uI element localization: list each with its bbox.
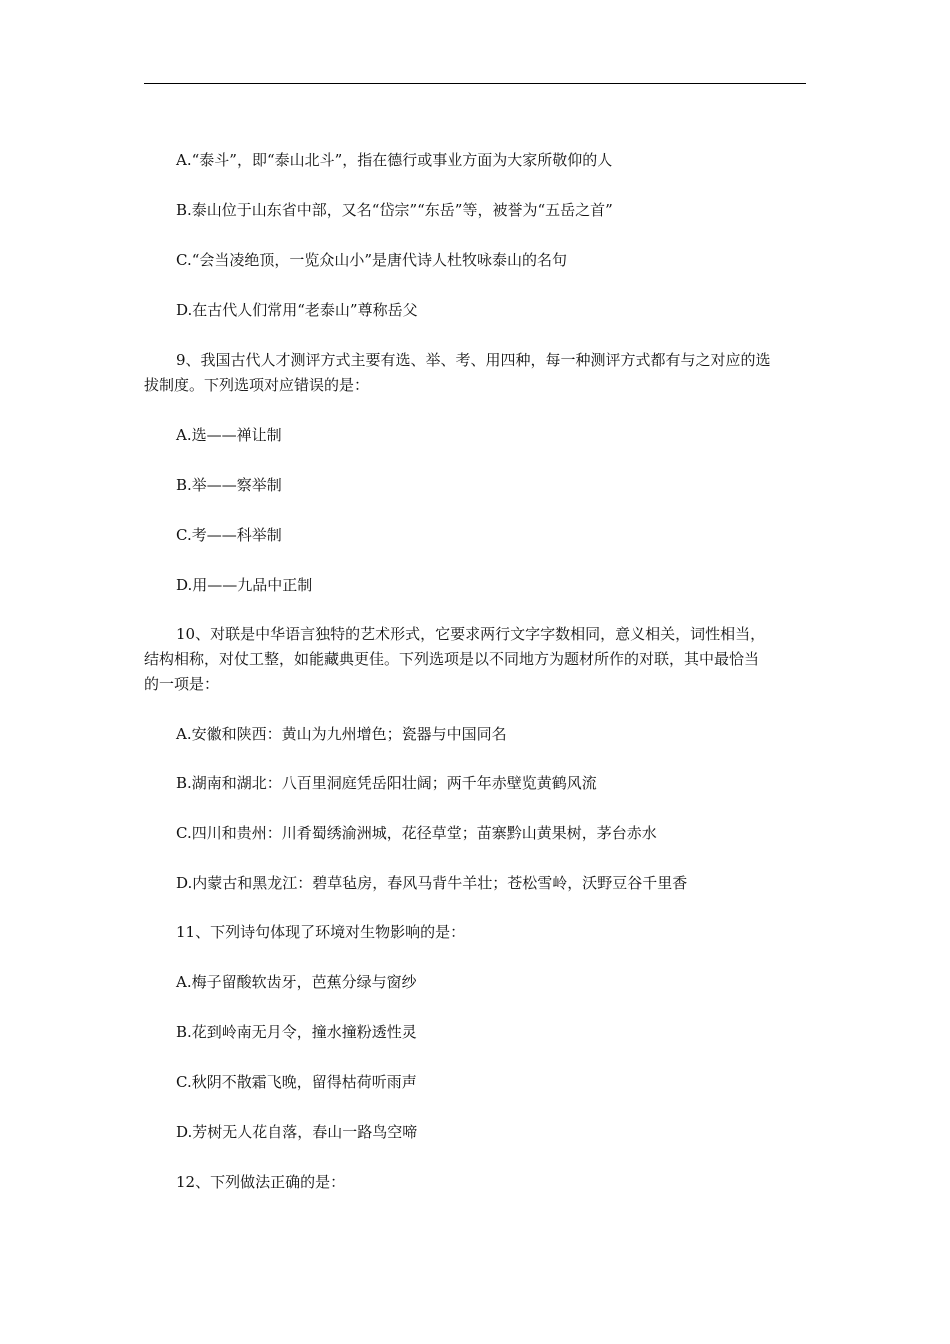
q8-option-c: C.“会当凌绝顶，一览众山小”是唐代诗人杜牧咏泰山的名句 [176, 251, 568, 269]
q11-option-c: C.秋阴不散霜飞晚，留得枯荷听雨声 [176, 1073, 417, 1091]
q10-option-b: B.湖南和湖北：八百里洞庭凭岳阳壮阔；两千年赤壁览黄鹤风流 [176, 774, 597, 792]
q12-stem-line-1: 12、下列做法正确的是： [176, 1173, 346, 1191]
q10-option-c: C.四川和贵州：川肴蜀绣渝洲城，花径草堂；苗寨黔山黄果树，茅台赤水 [176, 824, 657, 842]
q10-option-d: D.内蒙古和黑龙江：碧草毡房，春风马背牛羊壮；苍松雪岭，沃野豆谷千里香 [176, 874, 688, 892]
q10-stem-line-3: 的一项是： [144, 675, 220, 693]
q9-option-a: A.选——禅让制 [176, 426, 282, 444]
q10-stem-line-1: 10、对联是中华语言独特的艺术形式，它要求两行文字字数相同，意义相关，词性相当， [176, 625, 766, 643]
q10-stem-line-2: 结构相称，对仗工整，如能藏典更佳。下列选项是以不同地方为题材所作的对联，其中最恰当 [144, 650, 760, 668]
q9-option-b: B.举——察举制 [176, 476, 282, 494]
q9-stem-line-2: 拔制度。下列选项对应错误的是： [144, 376, 370, 394]
q8-option-d: D.在古代人们常用“老泰山”尊称岳父 [176, 301, 418, 319]
q8-option-b: B.泰山位于山东省中部，又名“岱宗”“东岳”等，被誉为“五岳之首” [176, 201, 613, 219]
header-rule [144, 83, 806, 84]
q10-option-a: A.安徽和陕西：黄山为九州增色；瓷器与中国同名 [176, 725, 507, 743]
q11-stem-line-1: 11、下列诗句体现了环境对生物影响的是： [176, 923, 466, 941]
q11-option-b: B.花到岭南无月令，撞水撞粉透性灵 [176, 1023, 417, 1041]
q9-stem-line-1: 9、我国古代人才测评方式主要有选、举、考、用四种，每一种测评方式都有与之对应的选 [176, 351, 771, 369]
q11-option-a: A.梅子留酸软齿牙，芭蕉分绿与窗纱 [176, 973, 417, 991]
q9-option-c: C.考——科举制 [176, 526, 282, 544]
q11-option-d: D.芳树无人花自落，春山一路鸟空啼 [176, 1123, 418, 1141]
q8-option-a: A.“泰斗”，即“泰山北斗”，指在德行或事业方面为大家所敬仰的人 [176, 151, 613, 169]
q9-option-d: D.用——九品中正制 [176, 576, 313, 594]
